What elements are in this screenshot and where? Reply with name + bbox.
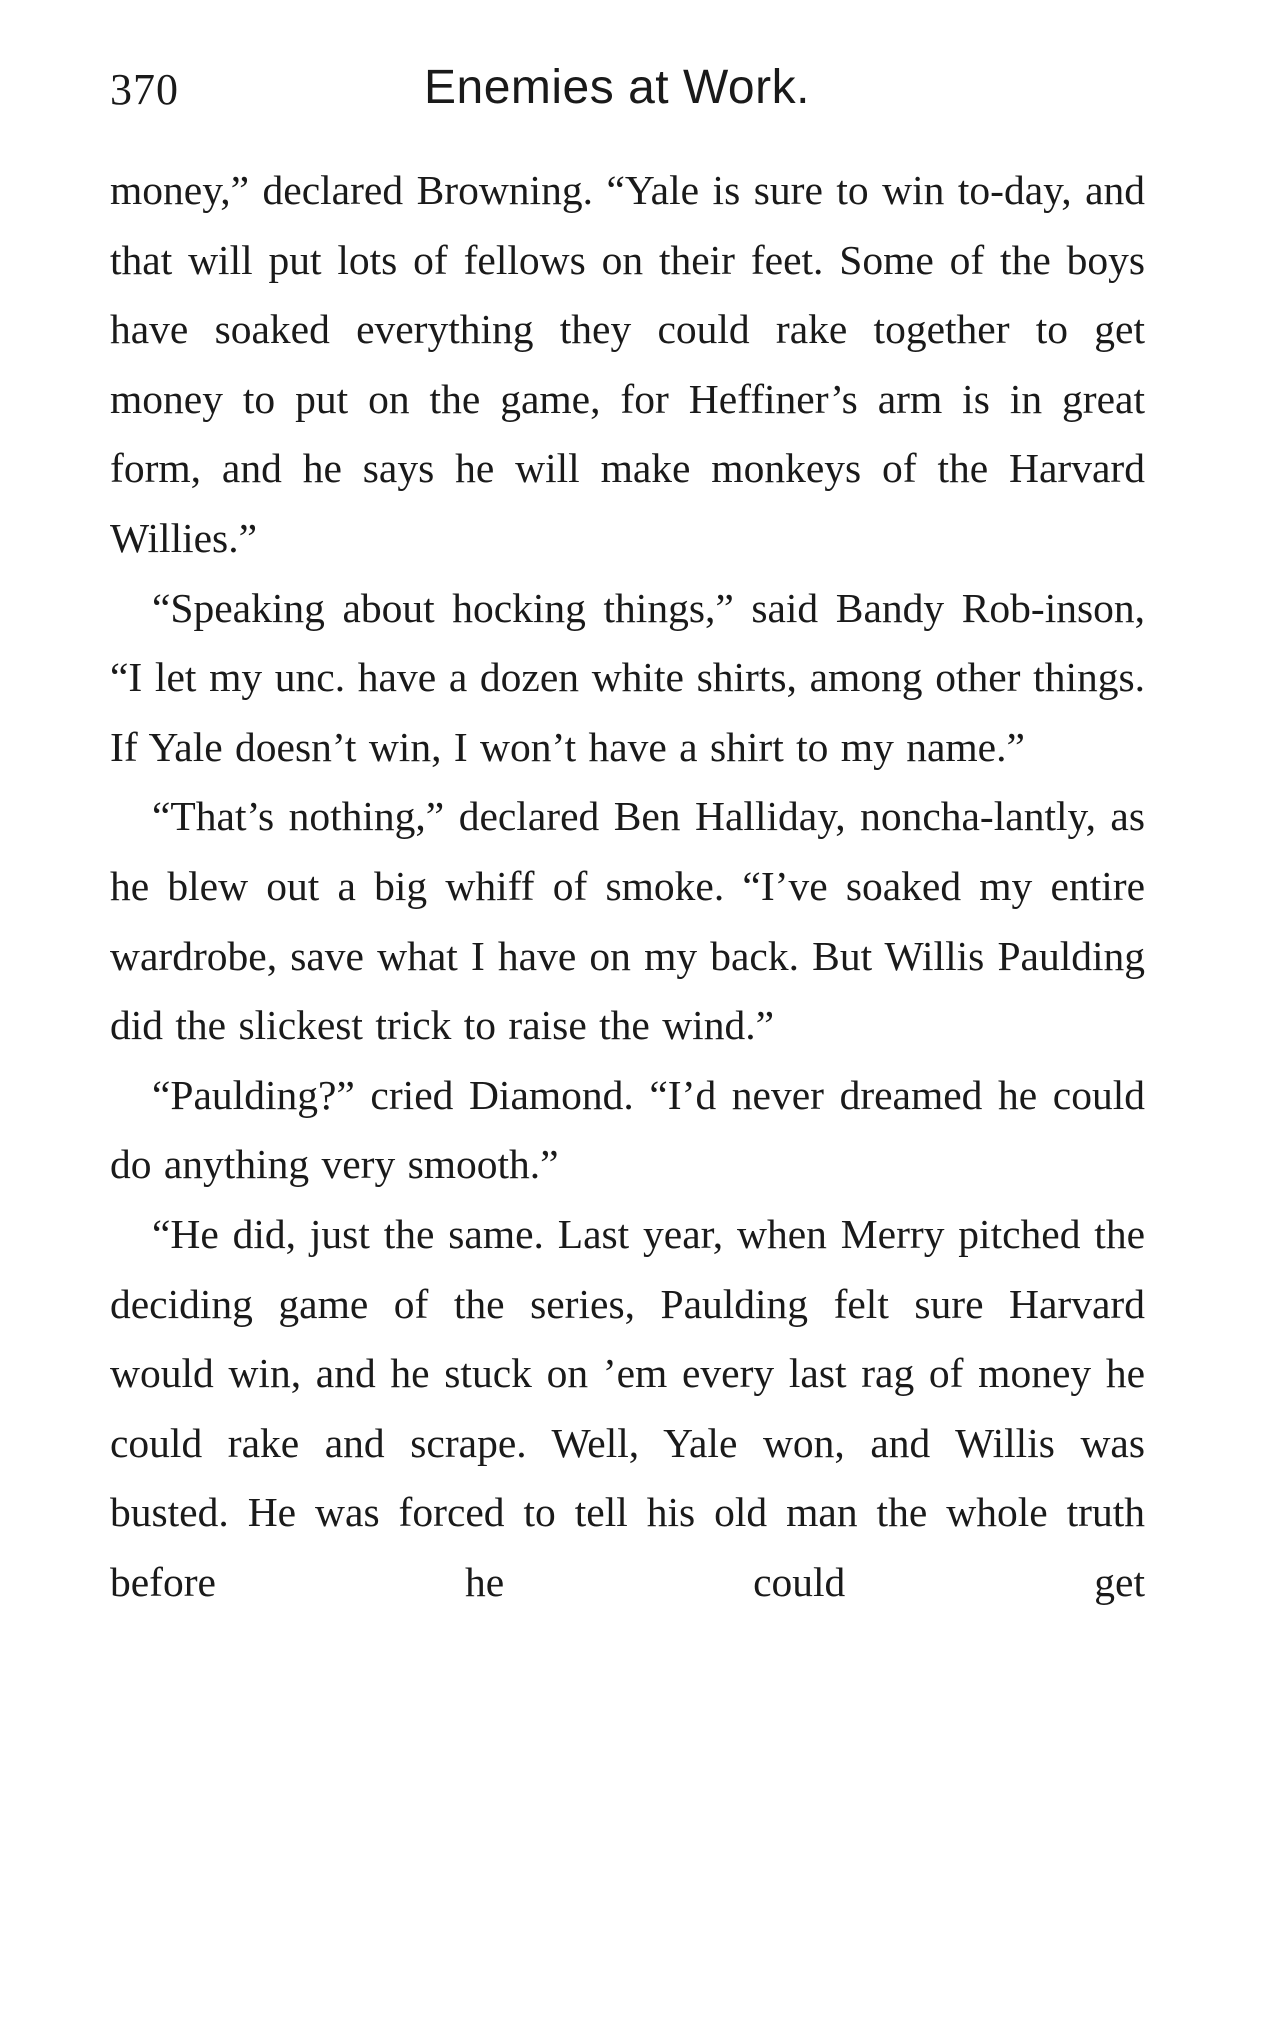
- running-title: Enemies at Work.: [424, 61, 810, 114]
- paragraph: “He did, just the same. Last year, when Merry pitched the deciding game of the series, Paulding felt sure Harvard would win, and he stuck on ’em every last rag of money he could rake and scrape. Well, Yale won, and Willis was busted. He was forced to tell his old man the whole truth before he could get: [110, 1210, 1145, 1605]
- page-number: 370: [110, 65, 179, 114]
- paragraph: money,” declared Browning. “Yale is sure to win to-day, and that will put lots of fellows on their feet. Some of the boys have soaked everything they could rake together to get money to put on the game, for Heffiner’s arm is in great form, and he says he will make monkeys of the Harvard Willies.”: [110, 167, 1145, 561]
- paragraph: “Paulding?” cried Diamond. “I’d never dreamed he could do anything very smooth.”: [110, 1071, 1145, 1188]
- running-head: [110, 60, 1145, 130]
- paragraph: “That’s nothing,” declared Ben Halliday, noncha-lantly, as he blew out a big whiff of smoke. “I’ve soaked my entire wardrobe, save what I have on my back. But Willis Paulding did the slickest trick to raise the wind.”: [110, 793, 1145, 1049]
- paragraph: “Speaking about hocking things,” said Bandy Rob-inson, “I let my unc. have a dozen white shirts, among other things. If Yale doesn’t win, I won’t have a shirt to my name.”: [110, 584, 1145, 770]
- body-text: [110, 156, 1145, 1617]
